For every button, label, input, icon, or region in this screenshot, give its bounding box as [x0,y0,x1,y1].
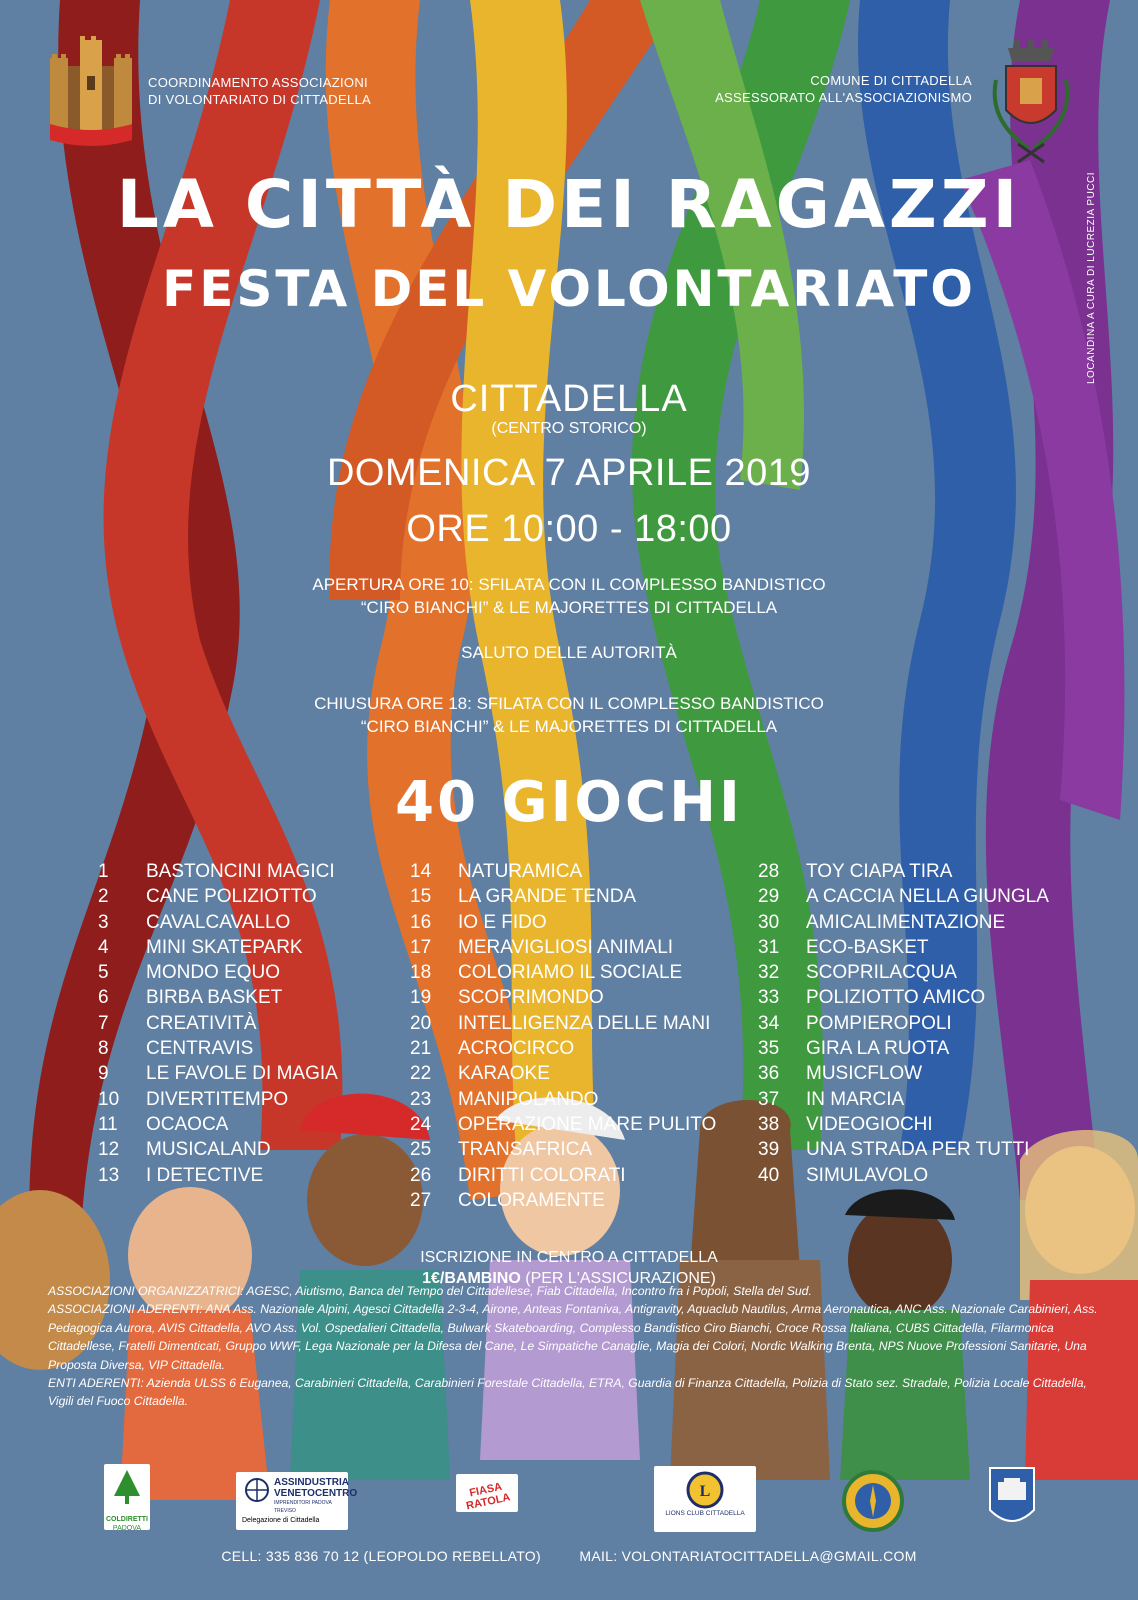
associations-block [48,1282,1098,1411]
fiaba-logo [456,1474,518,1512]
event-city: CITTADELLA [450,378,688,420]
game-number: 10 [98,1088,120,1110]
game-name: KARAOKE [458,1063,550,1085]
game-number: 35 [758,1038,780,1060]
opening-line1: APERTURA ORE 10: SFILATA CON IL COMPLESSO BANDISTICO [312,575,826,594]
game-item [758,1087,1049,1112]
game-item [98,960,338,985]
game-name: NATURAMICA [458,861,583,882]
footer-cell: CELL: 335 836 70 12 (LEOPOLDO REBELLATO) [221,1548,541,1564]
games-title: 40 GIOCHI [395,770,743,835]
organizing-text: AGESC, Aiutismo, Banca del Tempo del Cittadellese, Fiab Cittadella, Incontro fra i Popoli, Stella del Sud. [246,1284,812,1298]
game-item [98,1061,338,1086]
registration-price: 1€/BAMBINO [422,1270,521,1287]
game-item [410,1137,716,1162]
header-right-line2: ASSESSORATO ALL'ASSOCIAZIONISMO [715,90,972,105]
game-name: ECO-BASKET [806,936,929,958]
organizing-label: ASSOCIAZIONI ORGANIZZATRICI: [48,1284,247,1298]
game-item [410,960,716,985]
header-left-line1: COORDINAMENTO ASSOCIAZIONI [148,75,368,90]
game-name: SCOPRILACQUA [806,962,957,984]
game-number: 30 [758,911,780,933]
game-item [410,1163,716,1188]
game-name: SCOPRIMONDO [458,987,604,1009]
header-right-org [715,72,972,106]
entities-label: ENTI ADERENTI: [48,1376,147,1391]
game-number: 25 [410,1139,432,1161]
header-left-line2: DI VOLONTARIATO DI CITTADELLA [148,92,371,107]
game-name: POLIZIOTTO AMICO [806,987,986,1009]
coldiretti-sublabel: PADOVA [112,1525,142,1532]
game-name: CAVALCAVALLO [146,911,291,933]
game-item [410,1188,716,1213]
game-number: 18 [410,962,432,984]
game-name: OPERAZIONE MARE PULITO [458,1113,717,1135]
game-name: INTELLIGENZA DELLE MANI [458,1012,711,1034]
game-item [98,1137,338,1162]
game-item [758,960,1049,985]
footer-contacts [0,1548,1138,1564]
lions-label: LIONS CLUB CITTADELLA [665,1510,745,1517]
game-item [98,1112,338,1137]
game-number: 27 [410,1189,432,1211]
game-item [410,1112,716,1137]
game-item [758,1137,1049,1162]
game-name: MONDO EQUO [146,962,281,984]
game-number: 4 [98,936,109,958]
assindustria-logo [236,1472,358,1530]
vertical-credit: LOCANDINA A CURA DI LUCREZIA PUCCI [1086,172,1097,385]
game-number: 29 [758,886,780,908]
closing-info [0,692,1138,738]
games-column-3 [758,859,1049,1188]
game-number: 21 [410,1038,432,1060]
adhering-associations [48,1300,1098,1374]
game-name: MINI SKATEPARK [146,936,303,958]
game-name: I DETECTIVE [146,1164,264,1186]
game-item [758,1163,1049,1188]
game-item [758,1112,1049,1137]
game-number: 36 [758,1063,780,1085]
assindustria-globe-icon [244,1477,270,1503]
game-number: 39 [758,1139,780,1161]
registration-note: (PER L'ASSICURAZIONE) [520,1270,716,1287]
event-place: (CENTRO STORICO) [491,420,647,437]
game-name: CREATIVITÀ [146,1012,257,1034]
game-item [410,884,716,909]
game-name: MERAVIGLIOSI ANIMALI [458,936,674,958]
game-item [98,935,338,960]
assindustria-label-3: IMPRENDITORI PADOVA TREVISO [274,1500,332,1514]
game-name: LE FAVOLE DI MAGIA [146,1063,338,1085]
footer-mail[interactable]: MAIL: VOLONTARIATOCITTADELLA@GMAIL.COM [579,1548,917,1564]
game-name: ACROCIRCO [458,1038,575,1060]
game-item [98,1011,338,1036]
game-number: 5 [98,962,109,984]
fiaba-label: FIASA RATOLA [465,1480,512,1513]
game-item [98,910,338,935]
game-number: 2 [98,886,109,908]
game-name: COLORIAMO IL SOCIALE [458,962,683,984]
coldiretti-tree-icon [104,1464,150,1510]
adhering-entities [48,1374,1098,1411]
comune-coat-of-arms [988,40,1074,170]
entities-text: Azienda ULSS 6 Euganea, Carabinieri Cittadella, Carabinieri Forestale Cittadella, ETRA, Guardia di Finanza Cittadella, Polizia di Stato sez. Stradale, Polizia Locale Cittadella, Vigili del Fuoco Cittadella. [48,1376,1087,1409]
game-name: VIDEOGIOCHI [806,1113,933,1135]
game-number: 6 [98,987,109,1009]
greeting-info: SALUTO DELLE AUTORITÀ [461,643,677,662]
game-item [758,1011,1049,1036]
game-name: IO E FIDO [458,911,547,933]
game-number: 9 [98,1063,109,1085]
game-item [410,935,716,960]
game-item [758,1061,1049,1086]
game-item [98,1087,338,1112]
sub-title: FESTA DEL VOLONTARIATO [162,260,976,318]
games-column-2 [410,859,716,1213]
game-item [98,1163,338,1188]
closing-line1: CHIUSURA ORE 18: SFILATA CON IL COMPLESSO BANDISTICO [314,694,824,713]
game-name: A CACCIA NELLA GIUNGLA [806,886,1049,908]
game-item [758,910,1049,935]
game-item [410,985,716,1010]
game-number: 33 [758,987,780,1009]
game-number: 28 [758,861,780,882]
game-name: MANIPOLANDO [458,1088,599,1110]
game-item [98,985,338,1010]
game-item [410,1061,716,1086]
game-number: 38 [758,1113,780,1135]
circular-emblem-logo [842,1470,904,1532]
game-item [410,1036,716,1061]
game-item [410,859,716,884]
game-name: DIRITTI COLORATI [458,1164,626,1186]
game-name: TRANSAFRICA [458,1139,593,1161]
game-number: 24 [410,1113,432,1135]
game-name: POMPIEROPOLI [806,1012,952,1034]
event-hours: ORE 10:00 - 18:00 [406,508,732,550]
game-number: 32 [758,962,780,984]
game-number: 3 [98,911,109,933]
registration-line1: ISCRIZIONE IN CENTRO A CITTADELLA [420,1249,718,1266]
game-item [98,884,338,909]
assindustria-delegation: Delegazione di Cittadella [242,1517,320,1524]
game-item [758,935,1049,960]
coordinamento-tower-logo [50,36,132,148]
game-item [98,859,338,884]
game-number: 20 [410,1012,432,1034]
game-number: 12 [98,1139,120,1161]
game-number: 23 [410,1088,432,1110]
game-item [758,884,1049,909]
coldiretti-label: COLDIRETTI [106,1516,148,1523]
game-name: LA GRANDE TENDA [458,886,637,908]
opening-line2: “CIRO BIANCHI” & LE MAJORETTES DI CITTADELLA [360,598,778,617]
assindustria-label-1: ASSINDUSTRIA [274,1477,350,1488]
header-right-line1: COMUNE DI CITTADELLA [810,73,972,88]
game-name: IN MARCIA [806,1088,905,1110]
game-name: BASTONCINI MAGICI [146,861,335,882]
game-number: 11 [98,1113,118,1135]
game-item [410,1087,716,1112]
lions-emblem-icon [686,1471,724,1509]
game-item [410,910,716,935]
game-name: SIMULAVOLO [806,1164,929,1186]
game-name: GIRA LA RUOTA [806,1038,950,1060]
coldiretti-logo [104,1464,150,1530]
organizing-associations [48,1282,1098,1300]
game-number: 13 [98,1164,120,1186]
game-name: COLORAMENTE [458,1189,605,1211]
game-name: AMICALIMENTAZIONE [806,911,1006,933]
event-date: DOMENICA 7 APRILE 2019 [326,452,812,494]
game-number: 14 [410,861,432,882]
header-left-org [148,74,371,108]
shield-emblem-logo [988,1466,1036,1532]
opening-info [0,573,1138,619]
game-name: BIRBA BASKET [146,987,283,1009]
game-number: 19 [410,987,432,1009]
games-column-1 [98,859,338,1188]
game-number: 8 [98,1038,109,1060]
game-number: 31 [758,936,780,958]
game-number: 16 [410,911,432,933]
game-number: 15 [410,886,432,908]
game-name: MUSICFLOW [806,1063,923,1085]
game-name: TOY CIAPA TIRA [806,861,953,882]
game-name: CANE POLIZIOTTO [146,886,317,908]
adhering-label: ASSOCIAZIONI ADERENTI: [48,1302,206,1317]
game-item [98,1036,338,1061]
game-number: 7 [98,1012,109,1034]
assindustria-label-2: VENETOCENTRO [274,1488,358,1499]
game-number: 17 [410,936,432,958]
game-number: 1 [98,861,109,882]
game-item [758,1036,1049,1061]
game-item [410,1011,716,1036]
game-number: 22 [410,1063,432,1085]
adhering-text: ANA Ass. Nazionale Alpini, Agesci Cittadella 2-3-4, Airone, Anteas Fontaniva, Antigravity, Aquaclub Nautilus, Arma Aeronautica, ANC Ass. Nazionale Carabinieri, Ass. Pedagogica Aurora, AVIS Cittadella, AVO Ass. Vol. Ospedalieri Cittadella, Bulwark Skateboarding, Complesso Bandistico Ciro Bianchi, Croce Rossa Italiana, CUBS Cittadella, Filarmonica Cittadellese, Fratelli Dimenticati, Gruppo WWF, Lega Nazionale per la Difesa del Cane, Le Simpatiche Canaglie, Magia dei Colori, Nordic Walking Brenta, NPS Nuove Professioni Sanitarie, Una Proposta Diversa, VIP Cittadella. [48,1302,1098,1372]
game-item [758,859,1049,884]
game-name: CENTRAVIS [146,1038,254,1060]
game-number: 40 [758,1164,780,1186]
game-name: UNA STRADA PER TUTTI [806,1139,1030,1161]
game-number: 34 [758,1012,780,1034]
game-name: MUSICALAND [146,1139,271,1161]
main-title: LA CITTÀ DEI RAGAZZI [116,166,1022,243]
game-name: DIVERTITEMPO [146,1088,289,1110]
lions-club-logo [654,1466,756,1532]
game-item [758,985,1049,1010]
closing-line2: “CIRO BIANCHI” & LE MAJORETTES DI CITTADELLA [360,717,778,736]
game-number: 26 [410,1164,432,1186]
svg-text:L: L [699,1483,711,1500]
game-number: 37 [758,1088,780,1110]
game-name: OCAOCA [146,1113,229,1135]
